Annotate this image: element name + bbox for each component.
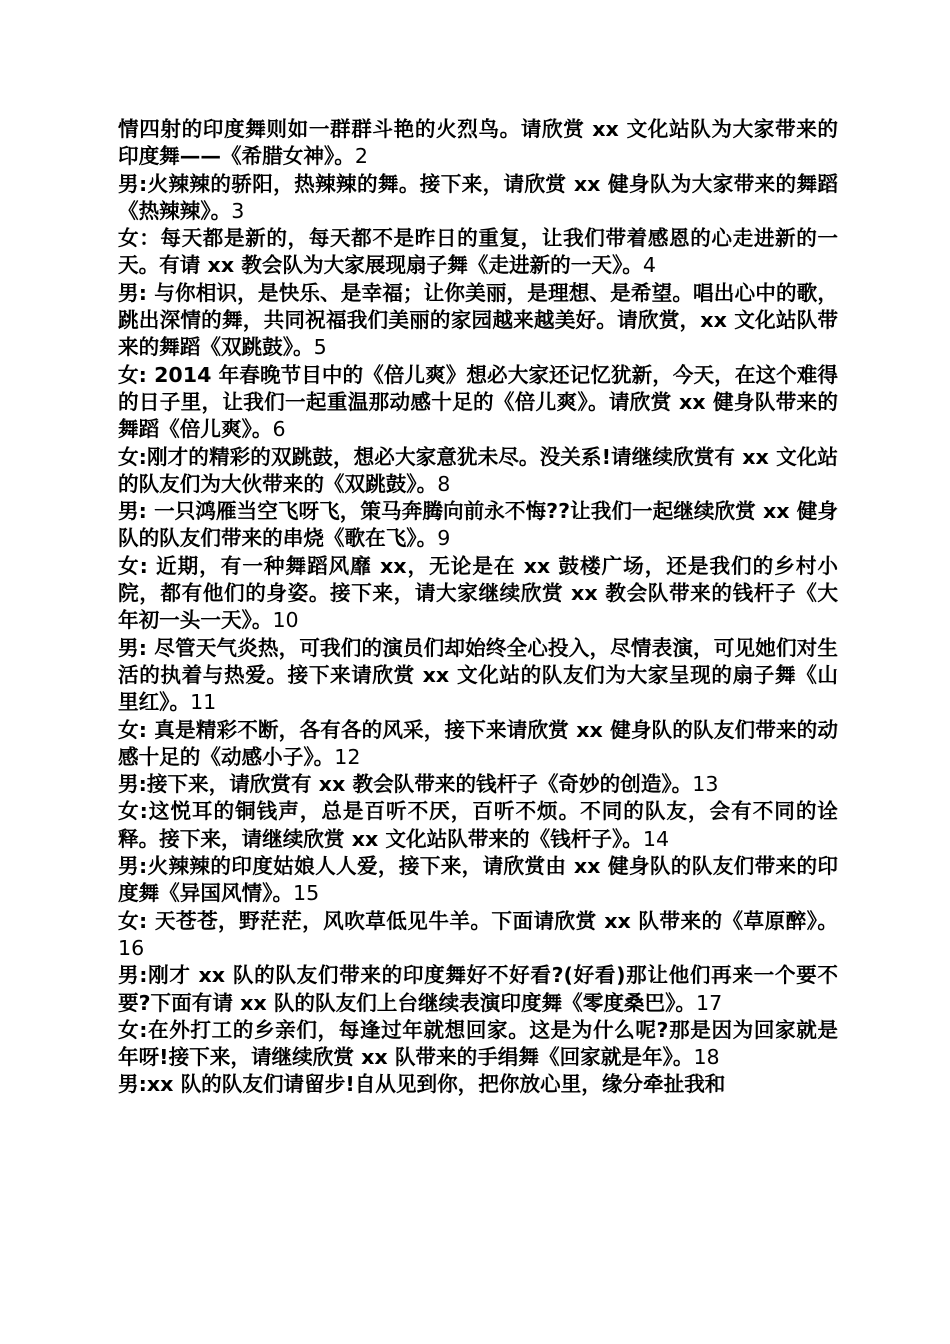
item-number: 13	[692, 772, 719, 797]
paragraph-text: 男: 与你相识，是快乐、是幸福；让你美丽，是理想、是希望。唱出心中的歌，跳出深情的舞，共同祝福我们美丽的家园越来越美好。请欣赏，xx 文化站队带来的舞蹈《双跳鼓》。	[118, 280, 838, 360]
paragraph	[118, 280, 838, 362]
item-number: 3	[231, 198, 245, 223]
paragraph	[118, 908, 838, 963]
paragraph	[118, 362, 838, 444]
paragraph-text: 女：每天都是新的，每天都不是昨日的重复，让我们带着感恩的心走进新的一天。有请 xx 教会队为大家展现扇子舞《走进新的一天》。	[118, 226, 838, 278]
paragraph-text: 女:这悦耳的铜钱声，总是百听不厌，百听不烦。不同的队友，会有不同的诠释。接下来，请继续欣赏 xx 文化站队带来的《钱杆子》。	[118, 799, 838, 851]
paragraph-text: 男:xx 队的队友们请留步!自从见到你，把你放心里，缘分牵扯我和	[118, 1072, 726, 1097]
item-number: 15	[293, 881, 320, 906]
item-number: 17	[696, 990, 723, 1015]
paragraph-text: 女:在外打工的乡亲们，每逢过年就想回家。这是为什么呢?那是因为回家就是年呀!接下来，请继续欣赏 xx 队带来的手绢舞《回家就是年》。	[118, 1017, 838, 1070]
item-number: 5	[313, 335, 327, 360]
item-number: 18	[693, 1045, 720, 1070]
item-number: 12	[334, 744, 361, 769]
paragraph-text: 男:接下来，请欣赏有 xx 教会队带来的钱杆子《奇妙的创造》。	[118, 772, 693, 797]
paragraph-text: 男:火辣辣的印度姑娘人人爱，接下来，请欣赏由 xx 健身队的队友们带来的印度舞《异国风情》。	[118, 854, 838, 906]
paragraph	[118, 116, 838, 171]
paragraph	[118, 635, 838, 717]
paragraph	[118, 444, 838, 499]
paragraph-text: 女: 天苍苍，野茫茫，风吹草低见牛羊。下面请欣赏 xx 队带来的《草原醉》。	[118, 908, 838, 933]
item-number: 6	[272, 417, 286, 442]
paragraph-text: 女: 2014 年春晚节目中的《倍儿爽》想必大家还记忆犹新，今天，在这个难得的日子里，让我们一起重温那动感十足的《倍儿爽》。请欣赏 xx 健身队带来的舞蹈《倍儿爽》。	[118, 362, 838, 442]
paragraph	[118, 962, 838, 1017]
item-number: 11	[190, 690, 217, 715]
item-number: 14	[642, 826, 670, 851]
paragraph-text: 女:刚才的精彩的双跳鼓，想必大家意犹未尽。没关系!请继续欣赏有 xx 文化站的队友们为大伙带来的《双跳鼓》。	[118, 444, 838, 496]
document-body	[118, 116, 838, 1099]
item-number: 16	[118, 935, 145, 960]
paragraph-text: 男: 尽管天气炎热，可我们的演员们却始终全心投入，尽情表演，可见她们对生活的执着与热爱。接下来请欣赏 xx 文化站的队友们为大家呈现的扇子舞《山里红》。	[118, 635, 838, 715]
paragraph-text: 女: 真是精彩不断，各有各的风采，接下来请欣赏 xx 健身队的队友们带来的动感十足的《动感小子》。	[118, 717, 838, 769]
paragraph	[118, 225, 838, 280]
paragraph	[118, 498, 838, 553]
paragraph-text: 情四射的印度舞则如一群群斗艳的火烈鸟。请欣赏 xx 文化站队为大家带来的印度舞——《希腊女神》。	[118, 117, 838, 169]
item-number: 4	[642, 253, 656, 278]
paragraph-text: 男:刚才 xx 队的队友们带来的印度舞好不好看?(好看)那让他们再来一个要不要?下面有请 xx 队的队友们上台继续表演印度舞《零度桑巴》。	[118, 963, 838, 1015]
item-number: 10	[272, 608, 299, 633]
paragraph-text: 男:火辣辣的骄阳，热辣辣的舞。接下来，请欣赏 xx 健身队为大家带来的舞蹈《热辣辣》。	[118, 171, 838, 223]
paragraph	[118, 1017, 838, 1072]
paragraph-text: 男: 一只鸿雁当空飞呀飞，策马奔腾向前永不悔??让我们一起继续欣赏 xx 健身队的队友们带来的串烧《歌在飞》。	[118, 499, 838, 551]
paragraph	[118, 553, 838, 635]
paragraph	[118, 798, 838, 853]
paragraph	[118, 1071, 838, 1098]
item-number: 9	[437, 526, 451, 551]
item-number: 2	[354, 144, 368, 169]
paragraph-text: 女: 近期，有一种舞蹈风靡 xx，无论是在 xx 鼓楼广场，还是我们的乡村小院，都有他们的身姿。接下来，请大家继续欣赏 xx 教会队带来的钱杆子《大年初一头一天》。	[118, 553, 838, 633]
item-number: 8	[437, 471, 451, 496]
paragraph	[118, 717, 838, 772]
paragraph	[118, 771, 838, 798]
paragraph	[118, 171, 838, 226]
paragraph	[118, 853, 838, 908]
